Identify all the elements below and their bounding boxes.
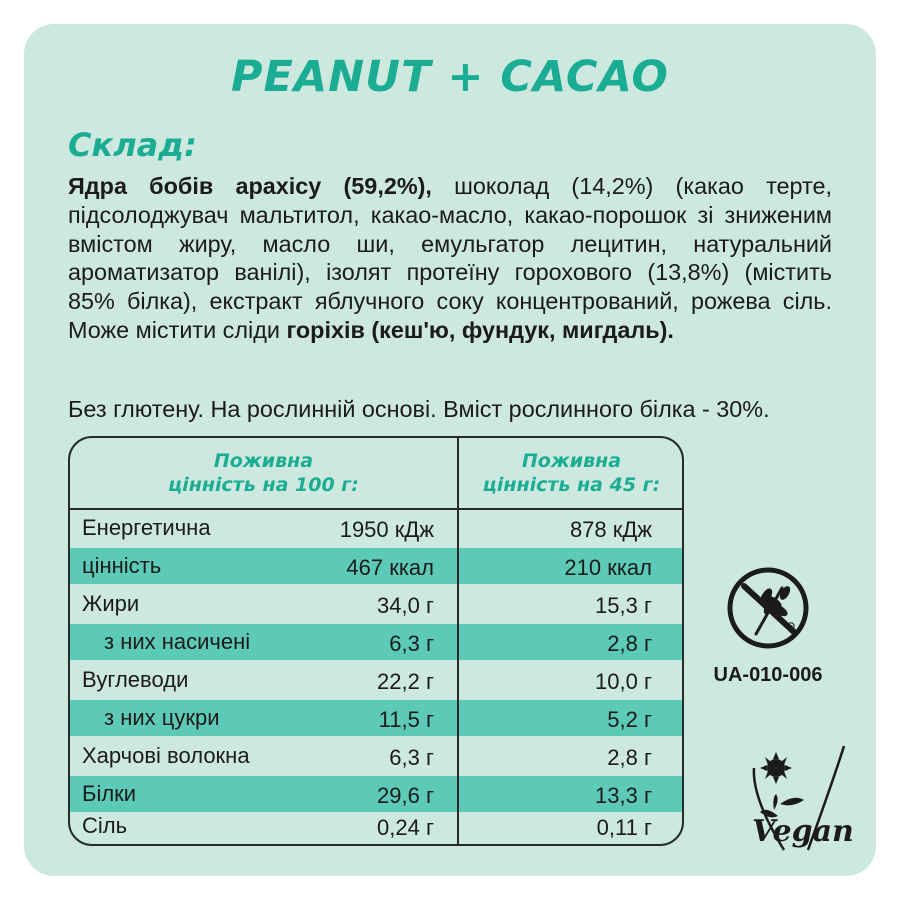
value-per-45g: 2,8 г [607, 631, 652, 656]
value-per-45g: 2,8 г [607, 745, 652, 770]
column-divider [457, 438, 459, 844]
value-per-100g: 6,3 г [389, 745, 434, 770]
row-label: з них насичені [104, 629, 251, 654]
ingredients-bold-start: Ядра бобів арахісу (59,2%), [68, 173, 432, 199]
value-per-45g: 13,3 г [595, 783, 652, 808]
value-per-45g: 210 ккал [564, 555, 652, 580]
table-row [70, 624, 682, 660]
value-per-100g: 22,2 г [377, 669, 434, 694]
value-per-100g: 11,5 г [378, 707, 434, 732]
table-row [70, 510, 682, 546]
value-per-45g: 0,11 г [596, 815, 652, 840]
table-row [70, 776, 682, 812]
row-label: Енергетична [82, 515, 211, 540]
header-per-45g-text: Поживна цінність на 45 г: [482, 450, 661, 496]
vegan-sunflower-logo [744, 738, 860, 856]
row-label: Вуглеводи [82, 667, 189, 692]
header-per-100g [70, 438, 457, 508]
value-per-100g: 6,3 г [389, 631, 434, 656]
header-per-45g [459, 438, 684, 508]
value-per-45g: 878 кДж [569, 517, 652, 542]
row-label: Сіль [82, 813, 128, 838]
row-label: Білки [82, 781, 137, 806]
ingredients-allergens: горіхів (кеш'ю, фундук, мигдаль). [286, 316, 674, 343]
vegan-logo-text: Vegan [752, 814, 854, 849]
row-label: цінність [82, 553, 162, 578]
ingredients-body: шоколад (14,2%) (какао терте, підсолоджувач мальтитол, какао-масло, какао-порошок зі зниженим вмістом жиру, масло ши, емульгатор лецитин, натуральний ароматизатор ванілі), ізолят протеїну горохового (13,8%) (містить 85% білка), екстракт яблучного соку концентрований, рожева сіль. Може містити сліди [68, 173, 832, 343]
table-row [70, 662, 682, 698]
crossed-grain-icon [726, 566, 810, 650]
table-row [70, 738, 682, 774]
value-per-45g: 15,3 г [595, 593, 652, 618]
value-per-45g: 5,2 г [607, 707, 652, 732]
dietary-note: Без глютену. На рослинній основі. Вміст рослинного білка - 30%. [68, 396, 770, 422]
header-per-100g-text: Поживна цінність на 100 г: [168, 450, 359, 496]
row-label: Жири [82, 591, 140, 616]
ingredients-text [68, 172, 832, 345]
value-per-100g: 34,0 г [377, 593, 434, 618]
row-label: з них цукри [104, 705, 220, 730]
svg-text:R: R [789, 623, 794, 629]
value-per-100g: 29,6 г [377, 783, 434, 808]
value-per-100g: 1950 кДж [339, 517, 434, 542]
product-title: PEANUT + CACAO [231, 52, 669, 102]
gluten-free-code: UA-010-006 [713, 664, 823, 686]
table-row [70, 548, 682, 584]
table-row [70, 808, 682, 844]
table-row [70, 586, 682, 622]
row-label: Харчові волокна [82, 743, 250, 768]
value-per-45g: 10,0 г [595, 669, 652, 694]
table-row [70, 700, 682, 736]
nutrition-table [68, 436, 684, 846]
value-per-100g: 0,24 г [377, 815, 434, 840]
composition-heading: Склад: [68, 126, 197, 164]
value-per-100g: 467 ккал [346, 555, 434, 580]
